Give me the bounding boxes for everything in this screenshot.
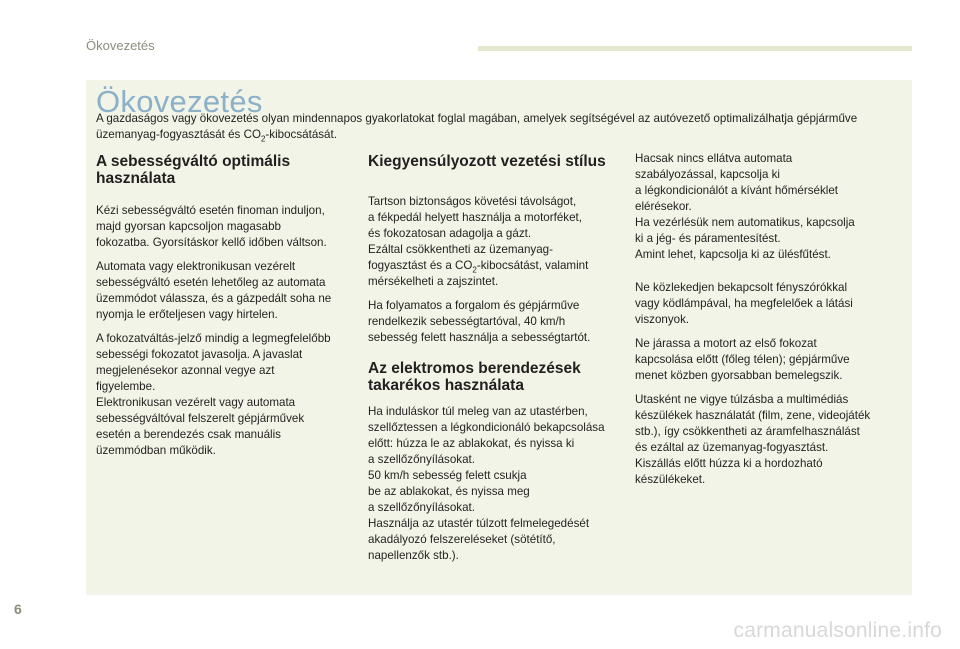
safe-distance-text: Tartson biztonságos követési távolságot, a fékpedál helyett használja a motorféket, és fokozatosan adagolja a gázt. Ezáltal csökkentheti az üzemanyag- fogyasztást és a CO — [368, 195, 582, 272]
safe-distance-subscript: 2 — [472, 265, 477, 275]
paragraph-headlamps: Ne közlekedjen bekapcsolt fényszórókkal vagy ködlámpával, ha megfelelőek a látási viszonyok. — [635, 281, 853, 326]
intro-text-end: -kibocsátását. — [265, 127, 337, 141]
safe-distance-text-end: -kibocsátást, valamint mérsékelheti a zajszintet. — [368, 259, 589, 288]
column-equipment-tips — [635, 151, 885, 496]
running-header: Ökovezetés — [86, 38, 155, 53]
intro-text: A gazdaságos vagy ökovezetés olyan mindennapos gyakorlatokat foglal magában, amelyek segítségével az autóvezető optimalizálhatja gépjárműve üzemanyag-fogyasztását és CO — [96, 112, 858, 141]
column-driving-style — [368, 153, 624, 572]
intro-subscript: 2 — [260, 133, 266, 143]
paragraph-air-conditioning: Hacsak nincs ellátva automata szabályozással, kapcsolja ki a légkondicionálót a kívánt hőmérséklet elérésekor. Ha vezérlésük nem automatikus, kapcsolja ki a jég- és páramentesítést. Amint lehet, kapcsolja ki az ülésfűtést. — [635, 152, 855, 261]
paragraph-ventilation: Ha induláskor túl meleg van az utastérben, szellőztessen a légkondicionáló bekapcsolása előtt: húzza le az ablakokat, és nyissa ki a szellőzőnyílásokat. 50 km/h sebesség felett csukja be az ablakokat, és nyissa meg a szellőzőnyílásokat. Használja az utastér túlzott felmelegedését akadályozó felszereléseket (sötétítő, napellenzők stb.). — [368, 405, 605, 562]
paragraph-multimedia: Utasként ne vigye túlzásba a multimédiás készülékek használatát (film, zene, videojáték stb.), így csökkentheti az áramfelhasználást és ezáltal az üzemanyag-fogyasztást. Kiszállás előtt húzza ki a hordozható készülékeket. — [635, 393, 871, 486]
watermark: carmanualsonline.info — [733, 619, 942, 642]
paragraph-manual-gearbox: Kézi sebességváltó esetén finoman induljon, majd gyorsan kapcsoljon magasabb fokozatba. Gyorsításkor kellő időben váltson. — [96, 204, 327, 249]
paragraph-gear-indicator: A fokozatváltás-jelző mindig a legmegfelelőbb sebességi fokozatot javasolja. A javaslat megjelenésekor azonnal vegye azt figyelembe. Elektronikusan vezérelt vagy automata sebességváltóval felszerelt gépjárművek esetén a berendezés csak manuális üzemmódban működik. — [96, 332, 331, 457]
heading-gearbox: A sebességváltó optimális használata — [96, 153, 291, 187]
heading-electrical-equipment: Az elektromos berendezések takarékos használata — [368, 360, 581, 394]
header-rule — [478, 46, 912, 51]
heading-driving-style: Kiegyensúlyozott vezetési stílus — [368, 153, 606, 170]
paragraph-safe-distance — [368, 194, 624, 290]
page-number: 6 — [14, 601, 22, 617]
paragraph-automatic-gearbox: Automata vagy elektronikusan vezérelt sebességváltó esetén lehetőleg az automata üzemmódot válassza, és a gázpedált soha ne nyomja le erőteljesen vagy hirtelen. — [96, 260, 332, 321]
column-gearbox — [96, 153, 356, 467]
paragraph-engine-warmup: Ne járassa a motort az első fokozat kapcsolása előtt (főleg télen); gépjárműve menet közben gyorsabban bemelegszik. — [635, 337, 850, 382]
paragraph-cruise-control: Ha folyamatos a forgalom és gépjárműve rendelkezik sebességtartóval, 40 km/h sebesség felett használja a sebességtartót. — [368, 299, 591, 344]
intro-paragraph — [96, 111, 876, 142]
page-title: Ökovezetés — [96, 84, 263, 119]
